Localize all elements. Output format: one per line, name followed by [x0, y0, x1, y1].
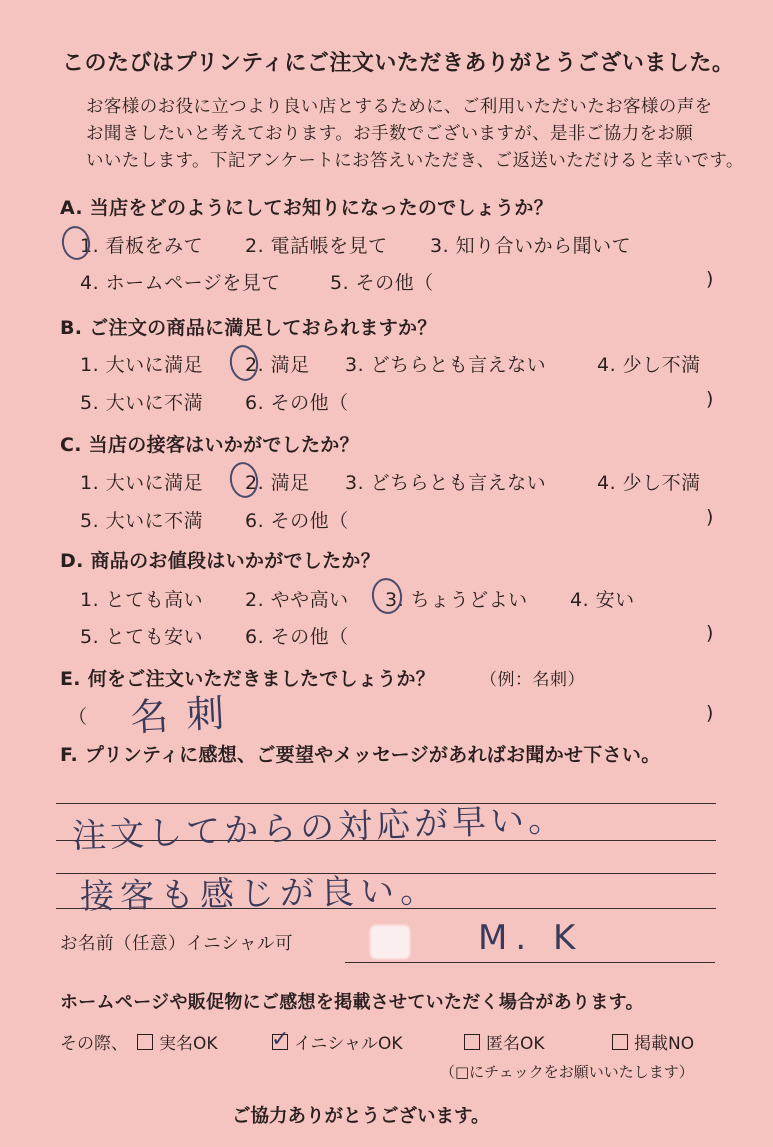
- qa-option-2[interactable]: 2. 電話帳を見て: [245, 235, 388, 257]
- qc-option-5[interactable]: 5. 大いに不満: [80, 510, 204, 532]
- qc-option-3[interactable]: 3. どちらとも言えない: [345, 472, 547, 494]
- qd-option-5[interactable]: 5. とても安い: [80, 626, 204, 648]
- qd-option-6[interactable]: 6. その他（: [245, 626, 349, 648]
- qa-option-1[interactable]: 1. 看板をみて: [80, 235, 204, 257]
- name-label: お名前（任意）イニシャル可: [60, 934, 293, 954]
- checkbox-realname[interactable]: [137, 1034, 153, 1050]
- publish-option-label: 匿名OK: [486, 1034, 545, 1054]
- checkbox-initial[interactable]: [271, 1027, 290, 1052]
- publish-option-anonymous[interactable]: [464, 1029, 545, 1054]
- publish-option-label: イニシャルOK: [294, 1034, 403, 1054]
- qb-other-close: ): [706, 388, 714, 410]
- question-a: A. 当店をどのようにしてお知りになったのでしょうか？: [60, 197, 553, 219]
- publish-option-no[interactable]: [612, 1029, 694, 1054]
- question-f: F. プリンティに感想、ご要望やメッセージがあればお聞かせ下さい。: [60, 744, 661, 766]
- qc-option-6[interactable]: 6. その他（: [245, 510, 349, 532]
- name-line: [345, 962, 715, 963]
- publish-option-label: 掲載NO: [634, 1034, 695, 1054]
- qb-option-6[interactable]: 6. その他（: [245, 392, 349, 414]
- checkbox-anonymous[interactable]: [464, 1034, 480, 1050]
- qe-answer-handwritten[interactable]: 名刺: [129, 690, 244, 740]
- question-d: D. 商品のお値段はいかがでしたか？: [60, 550, 381, 572]
- answer-circle-mark: [227, 343, 261, 383]
- publish-option-realname[interactable]: [137, 1029, 218, 1054]
- qb-option-3[interactable]: 3. どちらとも言えない: [345, 354, 547, 376]
- question-b: B. ご注文の商品に満足しておられますか？: [60, 317, 437, 339]
- qb-option-5[interactable]: 5. 大いに不満: [80, 392, 204, 414]
- form-title: このたびはプリンティにご注文いただきありがとうございました。: [62, 51, 735, 76]
- qe-example: （例：名刺）: [480, 670, 585, 690]
- qe-open-paren: （: [68, 706, 88, 728]
- qb-option-1[interactable]: 1. 大いに満足: [80, 354, 204, 376]
- qd-option-1[interactable]: 1. とても高い: [80, 589, 204, 611]
- redaction-mark: [370, 925, 410, 959]
- checkmark-icon: ✓: [271, 1027, 290, 1052]
- intro-line-1: お客様のお役に立つより良い店とするために、ご利用いただいたお客様の声を: [86, 97, 713, 117]
- publish-option-label: 実名OK: [159, 1034, 218, 1054]
- thanks-message: ご協力ありがとうございます。: [232, 1106, 490, 1127]
- qa-option-3[interactable]: 3. 知り合いから聞いて: [430, 235, 632, 257]
- qb-option-2[interactable]: 2. 満足: [245, 354, 310, 376]
- qd-option-4[interactable]: 4. 安い: [570, 589, 635, 611]
- question-c: C. 当店の接客はいかがでしたか？: [60, 434, 359, 456]
- name-value-handwritten[interactable]: M. K: [478, 918, 584, 958]
- qf-answer-line-2[interactable]: 接客も感じが良い。: [79, 870, 441, 918]
- qe-close-paren: ): [706, 702, 714, 724]
- publish-option-initial[interactable]: [272, 1029, 403, 1054]
- qf-answer-line-1[interactable]: 注文してからの対応が早い。: [71, 799, 567, 857]
- qa-option-4[interactable]: 4. ホームページを見て: [80, 272, 281, 294]
- qa-other-close: ): [706, 268, 714, 290]
- qc-option-2[interactable]: 2. 満足: [245, 472, 310, 494]
- qd-option-3[interactable]: 3. ちょうどよい: [385, 589, 528, 611]
- publish-prefix: その際、: [60, 1034, 128, 1054]
- qc-other-close: ): [706, 506, 714, 528]
- intro-line-3: いいたします。下記アンケートにお答えいただき、ご返送いただけると幸いです。: [86, 151, 744, 171]
- question-e: E. 何をご注文いただきましたでしょうか？: [60, 668, 436, 690]
- intro-line-2: お聞きしたいと考えております。お手数でございますが、是非ご協力をお願: [86, 124, 694, 144]
- qa-option-5[interactable]: 5. その他（: [330, 272, 434, 294]
- qc-option-1[interactable]: 1. 大いに満足: [80, 472, 204, 494]
- qc-option-4[interactable]: 4. 少し不満: [597, 472, 701, 494]
- publish-heading: ホームページや販促物にご感想を掲載させていただく場合があります。: [60, 992, 644, 1013]
- publish-note: （□にチェックをお願いいたします）: [440, 1063, 694, 1081]
- checkbox-no[interactable]: [612, 1034, 628, 1050]
- qd-other-close: ): [706, 622, 714, 644]
- qd-option-2[interactable]: 2. やや高い: [245, 589, 349, 611]
- qb-option-4[interactable]: 4. 少し不満: [597, 354, 701, 376]
